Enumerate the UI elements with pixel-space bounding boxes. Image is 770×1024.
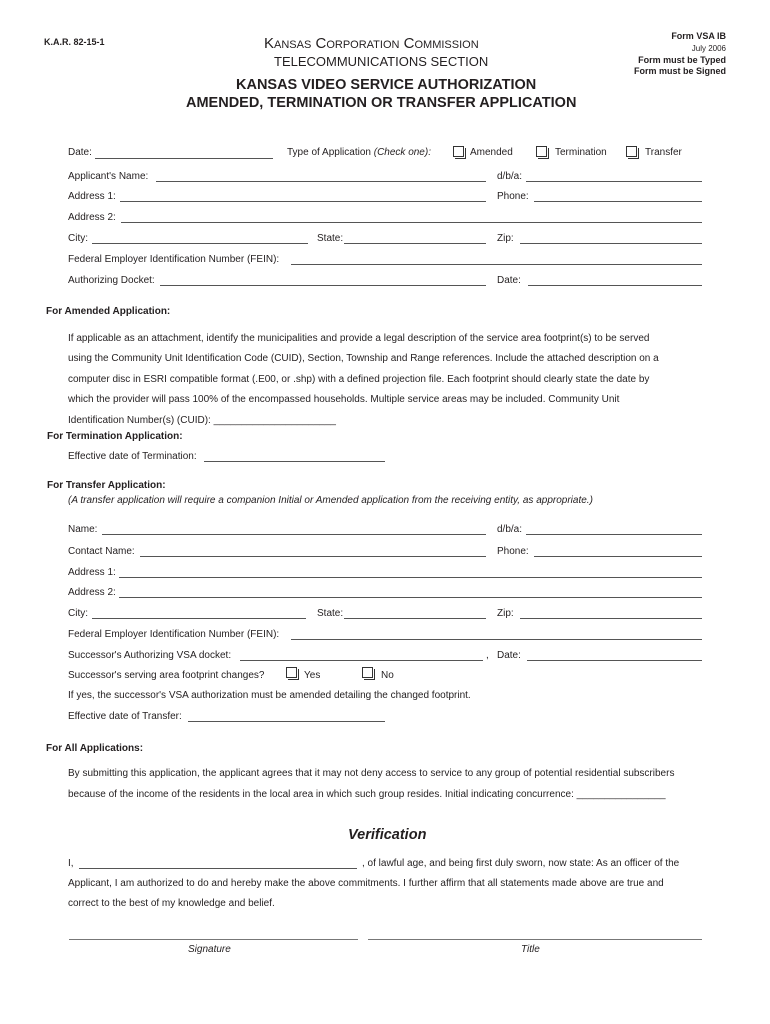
title-field[interactable] [368, 939, 702, 940]
termination-option-label: Termination [555, 147, 607, 158]
transfer-contact-label: Contact Name: [68, 546, 135, 557]
applicant-name-field[interactable] [156, 181, 486, 182]
successor-docket-label: Successor's Authorizing VSA docket: [68, 650, 232, 661]
verification-heading: Verification [348, 827, 427, 843]
footprint-question: Successor's serving area footprint changes? [68, 670, 265, 681]
docket-date-field[interactable] [528, 285, 702, 286]
transfer-name-label: Name: [68, 524, 98, 535]
amended-paragraph-line-2: using the Community Unit Identification Code (CUID), Section, Township and Range references. Include the attached description on a [68, 353, 659, 364]
date-label: Date: [68, 147, 92, 158]
transfer-effective-label: Effective date of Transfer: [68, 711, 182, 722]
termination-effective-label: Effective date of Termination: [68, 451, 197, 462]
address1-label: Address 1: [68, 191, 116, 202]
transfer-option-label: Transfer [645, 147, 682, 158]
successor-date-field[interactable] [527, 660, 702, 661]
termination-checkbox-shadow [538, 148, 549, 159]
city-label: City: [68, 233, 88, 244]
successor-docket-comma: , [486, 650, 489, 661]
applicant-label: Applicant's Name: [68, 171, 149, 182]
form-date: July 2006 [691, 44, 726, 53]
footprint-yes-checkbox-shadow [288, 669, 299, 680]
transfer-address2-label: Address 2: [68, 587, 116, 598]
successor-docket-field[interactable] [240, 660, 483, 661]
all-applications-line-1: By submitting this application, the applicant agrees that it may not deny access to service to any group of potential residential subscribers [68, 768, 675, 779]
phone-label: Phone: [497, 191, 529, 202]
transfer-city-label: City: [68, 608, 88, 619]
footprint-yes-label: Yes [304, 670, 321, 681]
signature-field[interactable] [69, 939, 358, 940]
transfer-address2-field[interactable] [119, 597, 702, 598]
title-label: Title [521, 944, 540, 955]
address2-label: Address 2: [68, 212, 116, 223]
transfer-phone-field[interactable] [534, 556, 702, 557]
termination-effective-field[interactable] [204, 461, 385, 462]
transfer-fein-label: Federal Employer Identification Number (FEIN): [68, 629, 280, 640]
amended-paragraph-line-4: which the provider will pass 100% of the encompassed households. Multiple service areas may be included. Community Unit [68, 394, 620, 405]
state-label: State: [317, 233, 344, 244]
amended-checkbox-shadow [455, 148, 466, 159]
cuid-field-line[interactable]: Identification Number(s) (CUID): ______________________ [68, 415, 336, 426]
city-field[interactable] [92, 243, 308, 244]
verification-i-label: I, [68, 858, 74, 869]
amended-paragraph-line-3: computer disc in ESRI compatible format (.E00, or .shp) with a defined projection file. Each footprint should clearly state the date by [68, 374, 650, 385]
commission-name: KANSAS CORPORATION COMMISSION [264, 35, 479, 52]
verification-line-3: correct to the best of my knowledge and belief. [68, 898, 275, 909]
transfer-city-field[interactable] [92, 618, 306, 619]
transfer-state-label: State: [317, 608, 344, 619]
transfer-contact-field[interactable] [140, 556, 486, 557]
section-name: TELECOMMUNICATIONS SECTION [274, 54, 489, 69]
footprint-no-checkbox-shadow [364, 669, 375, 680]
transfer-state-field[interactable] [344, 618, 486, 619]
footprint-if-yes-note: If yes, the successor's VSA authorization must be amended detailing the changed footprint. [68, 690, 471, 701]
amended-paragraph-line-1: If applicable as an attachment, identify the municipalities and provide a legal description of the service area footprint(s) to be served [68, 333, 650, 344]
phone-field[interactable] [534, 201, 702, 202]
transfer-dba-field[interactable] [526, 534, 702, 535]
signature-label: Signature [188, 944, 231, 955]
docket-field[interactable] [160, 285, 486, 286]
initial-concurrence-field[interactable]: because of the income of the residents in the local area in which such group resides. Initial indicating concurrence: ________________ [68, 789, 666, 800]
transfer-address1-label: Address 1: [68, 567, 116, 578]
amended-option-label: Amended [470, 147, 513, 158]
officer-name-field[interactable] [79, 868, 357, 869]
state-field[interactable] [344, 243, 486, 244]
regulation-number: K.A.R. 82-15-1 [44, 37, 105, 47]
verification-line-1-tail: , of lawful age, and being first duly sworn, now state: As an officer of the [362, 858, 680, 869]
transfer-effective-field[interactable] [188, 721, 385, 722]
dba-field[interactable] [526, 181, 702, 182]
transfer-address1-field[interactable] [119, 577, 702, 578]
date-field[interactable] [95, 158, 273, 159]
zip-label: Zip: [497, 233, 514, 244]
docket-label: Authorizing Docket: [68, 275, 155, 286]
title-line-2: AMENDED, TERMINATION OR TRANSFER APPLICATION [186, 95, 577, 111]
termination-heading: For Termination Application: [47, 431, 183, 442]
transfer-zip-field[interactable] [520, 618, 702, 619]
fein-field[interactable] [291, 264, 702, 265]
all-applications-heading: For All Applications: [46, 743, 144, 754]
address1-field[interactable] [120, 201, 486, 202]
transfer-phone-label: Phone: [497, 546, 529, 557]
fein-label: Federal Employer Identification Number (FEIN): [68, 254, 280, 265]
footprint-no-label: No [381, 670, 394, 681]
transfer-name-field[interactable] [102, 534, 486, 535]
transfer-dba-label: d/b/a: [497, 524, 523, 535]
type-label: Type of Application (Check one): [287, 147, 431, 158]
transfer-heading: For Transfer Application: [47, 480, 166, 491]
form-id: Form VSA IB [671, 31, 726, 41]
docket-date-label: Date: [497, 275, 521, 286]
transfer-checkbox-shadow [628, 148, 639, 159]
dba-label: d/b/a: [497, 171, 523, 182]
verification-line-2: Applicant, I am authorized to do and hereby make the above commitments. I further affirm that all statements made above are true and [68, 878, 664, 889]
title-line-1: KANSAS VIDEO SERVICE AUTHORIZATION [236, 77, 537, 93]
transfer-fein-field[interactable] [291, 639, 702, 640]
address2-field[interactable] [121, 222, 702, 223]
amended-heading: For Amended Application: [46, 306, 171, 317]
zip-field[interactable] [520, 243, 702, 244]
transfer-zip-label: Zip: [497, 608, 514, 619]
transfer-note: (A transfer application will require a companion Initial or Amended application from the receiving entity, as appropriate.) [68, 495, 593, 506]
note-typed: Form must be Typed [638, 55, 726, 65]
note-signed: Form must be Signed [633, 66, 726, 76]
successor-date-label: Date: [497, 650, 521, 661]
